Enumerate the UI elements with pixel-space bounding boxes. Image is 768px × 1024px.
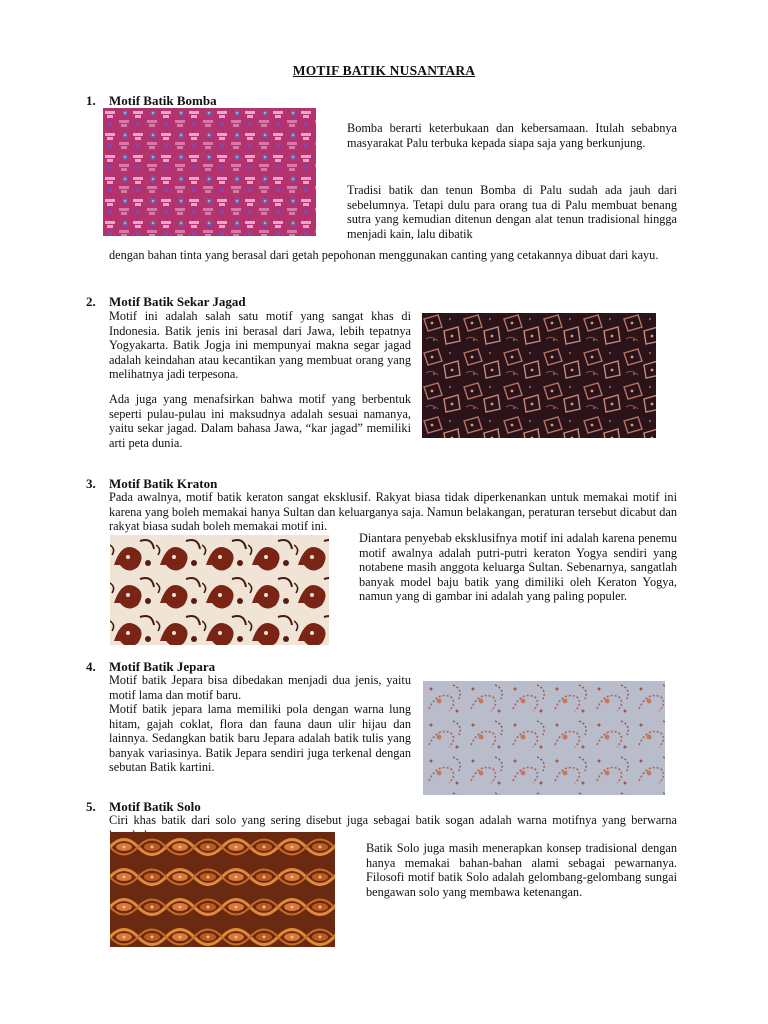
section-number: 1.: [86, 93, 96, 108]
document-title: MOTIF BATIK NUSANTARA: [292, 63, 476, 78]
paragraph: Batik Solo juga masih menerapkan konsep tradisional dengan hanya memakai bahan-bahan alami sebagai pewarnanya. Filosofi motif batik Solo adalah gelombang-gelombang sungai bengawan solo yang membawa ketenangan.: [366, 841, 677, 899]
section-heading: Motif Batik Bomba: [109, 93, 217, 108]
section-number: 3.: [86, 476, 96, 491]
paragraph: Motif batik jepara lama memiliki pola dengan warna lung hitam, gajah coklat, flora dan fauna daun ulir hijau dan lainnya. Sedangkan batik baru Jepara adalah batik tulis yang banyak variasinya. Batik Jepara sendiri juga terkenal dengan sebutan Batik kartini.: [109, 702, 411, 774]
paragraph: Ada juga yang menafsirkan bahwa motif yang berbentuk seperti pulau-pulau ini maksudnya adalah sesuai namanya, yaitu sekar jagad. Dalam bahasa Jawa, “kar jagad” memiliki arti peta dunia.: [109, 392, 411, 450]
section-number: 4.: [86, 659, 96, 674]
paragraph: dengan bahan tinta yang berasal dari getah pepohonan menggunakan canting yang cetakannya dibuat dari kayu.: [109, 248, 659, 262]
section-heading: Motif Batik Sekar Jagad: [109, 294, 246, 309]
paragraph: Ciri khas batik dari solo yang sering disebut juga sebagai batik sogan adalah warna motifnya yang berwarna: [109, 813, 677, 827]
batik-kraton-image: [110, 535, 329, 645]
batik-bomba-image: [103, 108, 316, 236]
section-number: 2.: [86, 294, 96, 309]
paragraph: Tradisi batik dan tenun Bomba di Palu sudah ada jauh dari sebelumnya. Tetapi dulu para orang tua di Palu membuat benang sutra yang kemudian ditenun dengan alat tenun tradisional hingga menjadi kain, lalu dibatik: [347, 183, 677, 241]
batik-sekar-jagad-image: [422, 313, 656, 438]
paragraph: Pada awalnya, motif batik keraton sangat eksklusif. Rakyat biasa tidak diperkenankan untuk memakai motif ini karena yang boleh memakai hanya Sultan dan keluarganya saja. Namun belakangan, peraturan tersebut dicabut dan rakyat biasa sudah boleh memakai motif ini.: [109, 490, 677, 533]
section-heading: Motif Batik Solo: [109, 799, 201, 814]
paragraph: Motif batik Jepara bisa dibedakan menjadi dua jenis, yaitu motif lama dan motif baru.: [109, 673, 411, 702]
section-number: 5.: [86, 799, 96, 814]
paragraph: Bomba berarti keterbukaan dan kebersamaan. Itulah sebabnya masyarakat Palu terbuka kepada siapa saja yang berkunjung.: [347, 121, 677, 150]
batik-jepara-image: [423, 681, 665, 795]
batik-solo-image: [110, 832, 335, 947]
section-heading: Motif Batik Jepara: [109, 659, 216, 674]
paragraph: Motif ini adalah salah satu motif yang sangat khas di Indonesia. Batik jenis ini berasal dari Jawa, lebih tepatnya Yogyakarta. Batik Jogja ini mempunyai makna segar jagad adalah keindahan atau kecantikan yang membuat orang yang melihatnya jadi terpesona.: [109, 309, 411, 381]
section-heading: Motif Batik Kraton: [109, 476, 218, 491]
paragraph: Diantara penyebab eksklusifnya motif ini adalah karena penemu motif awalnya adalah putri-putri keraton Yogya sendiri yang notabene masih anggota keluarga Sultan. Sebenarnya, sangatlah banyak model baju batik yang dimiliki oleh Keraton Yogya, namun yang di gambar ini adalah yang paling populer.: [359, 531, 677, 603]
